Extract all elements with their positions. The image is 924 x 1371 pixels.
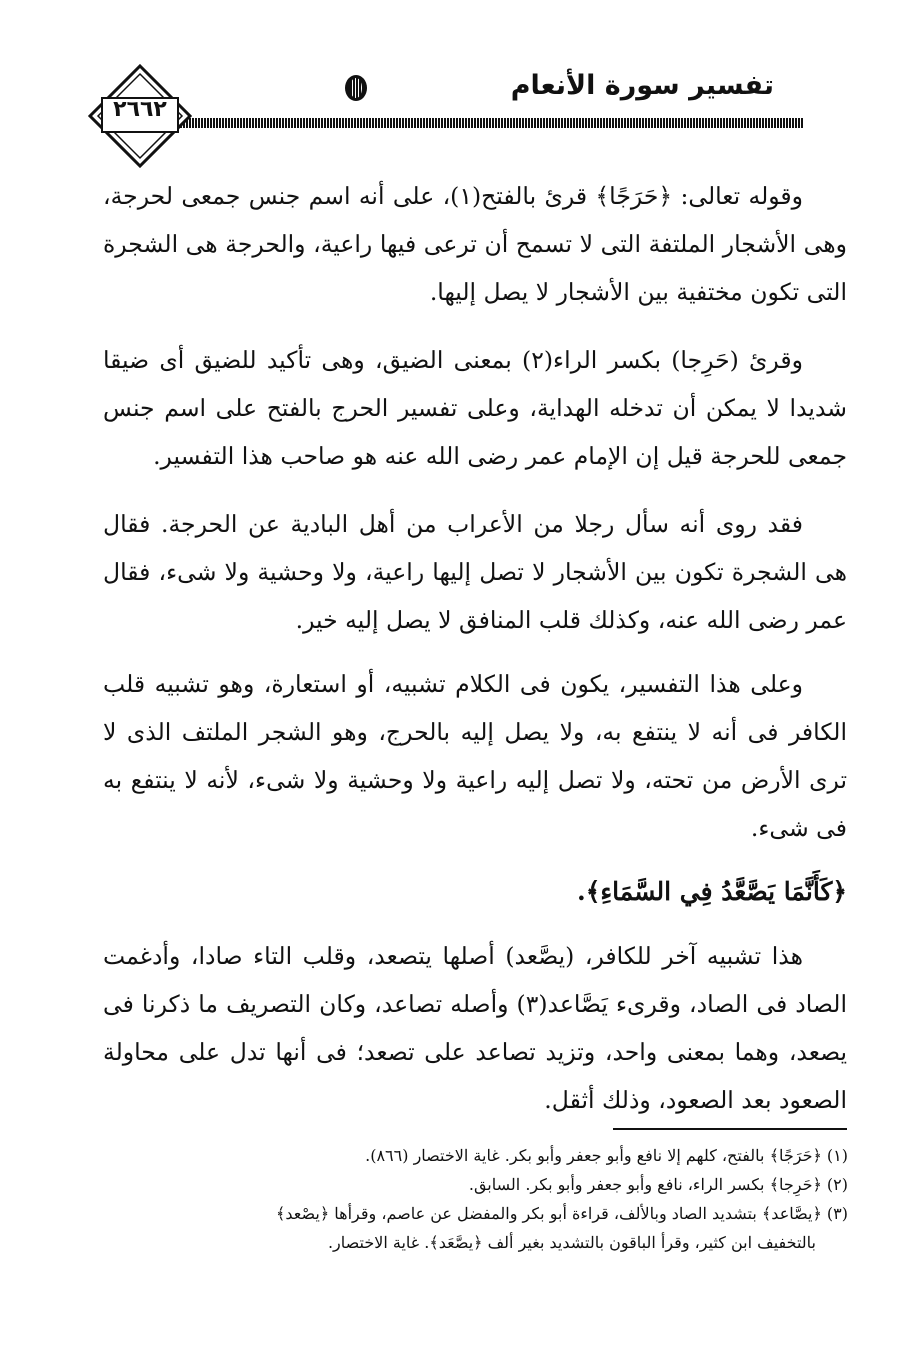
footnotes [108,1141,848,1257]
page-number: ٢٦٦٢ [113,97,167,122]
footnote-2: (٢) ﴿حَرِجا﴾ بكسر الراء، نافع وأبو جعفر وأبو بكر. السابق. [468,1175,848,1194]
paragraph-2: وقرئ (حَرِجا) بكسر الراء(٢) بمعنى الضيق، وهى تأكيد للضيق أى ضيقا شديدا لا يمكن أن تدخله الهداية، وعلى تفسير الحرج بالفتح على اسم جنس جمعى للحرجة قيل إن الإمام عمر رضى الله عنه هو صاحب هذا التفسير. [103,346,847,470]
page-number-frame [88,64,192,168]
running-title: تفسير سورة الأنعام [510,70,774,101]
main-text [103,172,847,1144]
page-header [0,60,924,170]
footnote-3: (٣) ﴿يصَّاعد﴾ بتشديد الصاد وبالألف، قراءة أبو بكر والمفضل عن عاصم، وقرأها ﴿يصْعد﴾ [276,1204,848,1223]
header-rule [120,118,804,128]
paragraph-3: فقد روى أنه سأل رجلا من الأعراب من أهل البادية عن الحرجة. فقال هى الشجرة تكون بين الأشجار لا تصل إليها راعية، ولا وحشية ولا شىء، فقال عمر رضى الله عنه، وكذلك قلب المنافق لا يصل إليه خير. [103,510,847,634]
paragraph-4: وعلى هذا التفسير، يكون فى الكلام تشبيه، أو استعارة، وهو تشبيه قلب الكافر فى أنه لا ينتفع به، ولا يصل إليه بالحرج، وهو الشجر الملتف الذى لا ترى الأرض من تحته، ولا تصل إليه راعية ولا وحشية ولا شىء، لأنه لا ينتفع به فى شىء. [103,670,847,842]
quran-verse: ﴿كَأَنَّمَا يَصَّعَّدُ فِي السَّمَاءِ﴾. [577,877,847,906]
paragraph-5: هذا تشبيه آخر للكافر، (يصَّعد) أصلها يتصعد، وقلب التاء صادا، وأدغمت الصاد فى الصاد، وقرىء يَصَّاعد(٣) وأصله تصاعد، وكان التصريف ما ذكرنا فى يصعد، وهما بمعنى واحد، وتزيد تصاعد على تصعد؛ فى أنها تدل على محاولة الصعود بعد الصعود، وذلك أثقل. [103,942,847,1114]
footnote-separator [613,1128,847,1130]
paragraph-1: وقوله تعالى: ﴿حَرَجًا﴾ قرئ بالفتح(١)، على أنه اسم جنس جمعى لحرجة، وهى الأشجار الملتفة التى لا تسمح أن ترعى فيها راعية، والحرجة هى الشجرة التى تكون مختفية بين الأشجار لا يصل إليها. [103,182,847,306]
footnote-3-continued: بالتخفيف ابن كثير، وقرأ الباقون بالتشديد بغير ألف ﴿يصَّعَد﴾. غاية الاختصار. [327,1233,816,1252]
footnote-1: (١) ﴿حَرَجًا﴾ بالفتح، كلهم إلا نافع وأبو جعفر وأبو بكر. غاية الاختصار (٨٦٦). [365,1146,848,1165]
ornament-icon [345,75,367,101]
